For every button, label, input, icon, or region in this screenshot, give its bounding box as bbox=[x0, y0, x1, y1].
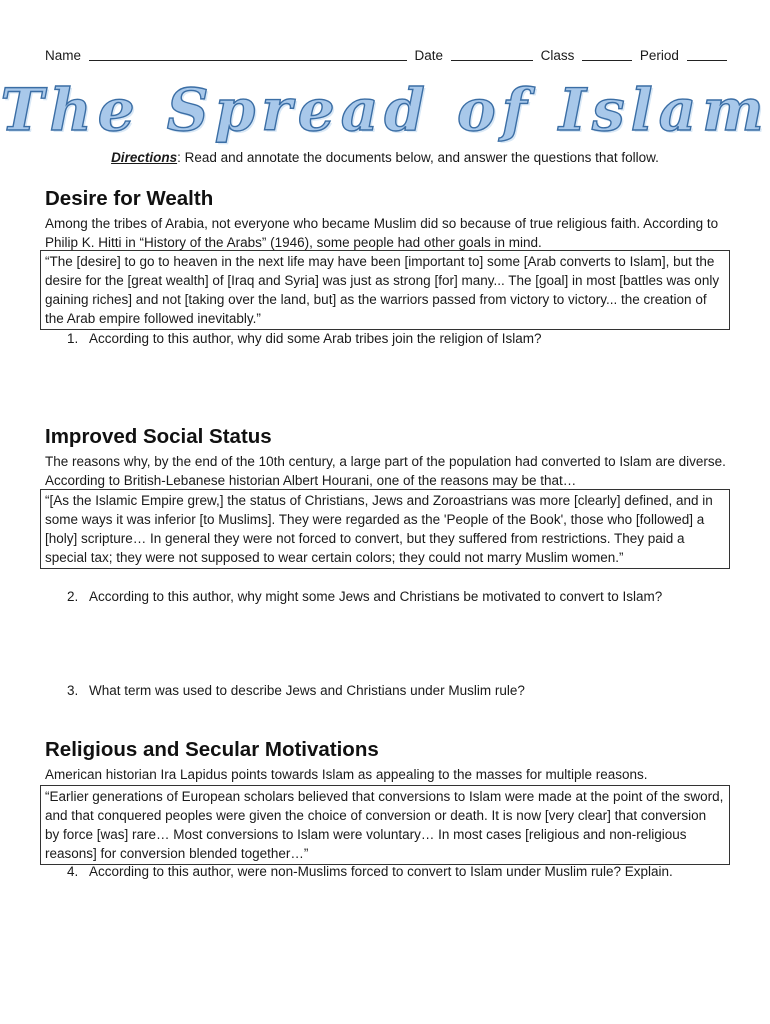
section-intro-wealth: Among the tribes of Arabia, not everyone who became Muslim did so because of true religious faith. According to Philip K. Hitti in “History of the Arabs” (1946), some people had other goals in mind. bbox=[45, 216, 719, 250]
section-title-social-status: Improved Social Status bbox=[45, 425, 272, 448]
directions-label: Directions bbox=[111, 150, 178, 165]
question-4 bbox=[67, 862, 747, 881]
section-title-motivations: Religious and Secular Motivations bbox=[45, 738, 379, 761]
period-field[interactable] bbox=[687, 47, 727, 61]
directions bbox=[0, 150, 770, 165]
page-title: The Spread of Islam bbox=[0, 76, 770, 144]
date-label: Date bbox=[414, 48, 444, 63]
question-3 bbox=[67, 681, 747, 700]
quote-box-motivations: “Earlier generations of European scholars believed that conversions to Islam were made at the point of the sword, and that conquered peoples were given the choice of conversion or death. It is now [very clear] that conversion by force [was] rare… Most conversions to Islam were voluntary… In most cases [religious and non-religious reasons] for conversion blended together…” bbox=[40, 785, 730, 865]
question-1 bbox=[67, 329, 747, 348]
section-title-wealth: Desire for Wealth bbox=[45, 187, 214, 210]
quote-box-social-status: “[As the Islamic Empire grew,] the status of Christians, Jews and Zoroastrians was more [clearly] defined, and in some ways it was inferior [to Muslims]. They were regarded as the 'People of the Book', those who [followed] a [holy] scripture… In general they were not forced to convert, but they suffered from restrictions. They paid a special tax; they were not supposed to wear certain colors; they could not marry Muslim women.” bbox=[40, 489, 730, 569]
class-field[interactable] bbox=[582, 47, 632, 61]
quote-box-wealth: “The [desire] to go to heaven in the next life may have been [important to] some [Arab converts to Islam], but the desire for the [great wealth] of [Iraq and Syria] was just as strong [for] many... The [goal] in most [battles was only gaining riches] and not [taking over the land, but] as the warriors passed from victory to victory... the creation of the Arab empire followed inevitably.” bbox=[40, 250, 730, 330]
section-intro-motivations: American historian Ira Lapidus points towards Islam as appealing to the masses for multiple reasons. bbox=[45, 767, 648, 782]
question-4-text: According to this author, were non-Muslims forced to convert to Islam under Muslim rule? Explain. bbox=[89, 864, 673, 879]
name-field[interactable] bbox=[89, 47, 407, 61]
question-1-text: According to this author, why did some Arab tribes join the religion of Islam? bbox=[89, 331, 542, 346]
date-field[interactable] bbox=[451, 47, 533, 61]
class-label: Class bbox=[540, 48, 575, 63]
student-info-header bbox=[45, 47, 731, 63]
question-3-text: What term was used to describe Jews and Christians under Muslim rule? bbox=[89, 683, 525, 698]
question-4-number: 4. bbox=[67, 864, 79, 879]
question-2-text: According to this author, why might some Jews and Christians be motivated to convert to Islam? bbox=[89, 589, 663, 604]
question-2 bbox=[67, 587, 747, 606]
name-label: Name bbox=[45, 48, 82, 63]
question-2-number: 2. bbox=[67, 589, 79, 604]
directions-text: : Read and annotate the documents below, and answer the questions that follow. bbox=[177, 150, 659, 165]
question-1-number: 1. bbox=[67, 331, 79, 346]
question-3-number: 3. bbox=[67, 683, 79, 698]
section-intro-social-status: The reasons why, by the end of the 10th century, a large part of the population had converted to Islam are diverse. According to British-Lebanese historian Albert Hourani, one of the reasons may be that… bbox=[45, 454, 726, 488]
period-label: Period bbox=[639, 48, 679, 63]
